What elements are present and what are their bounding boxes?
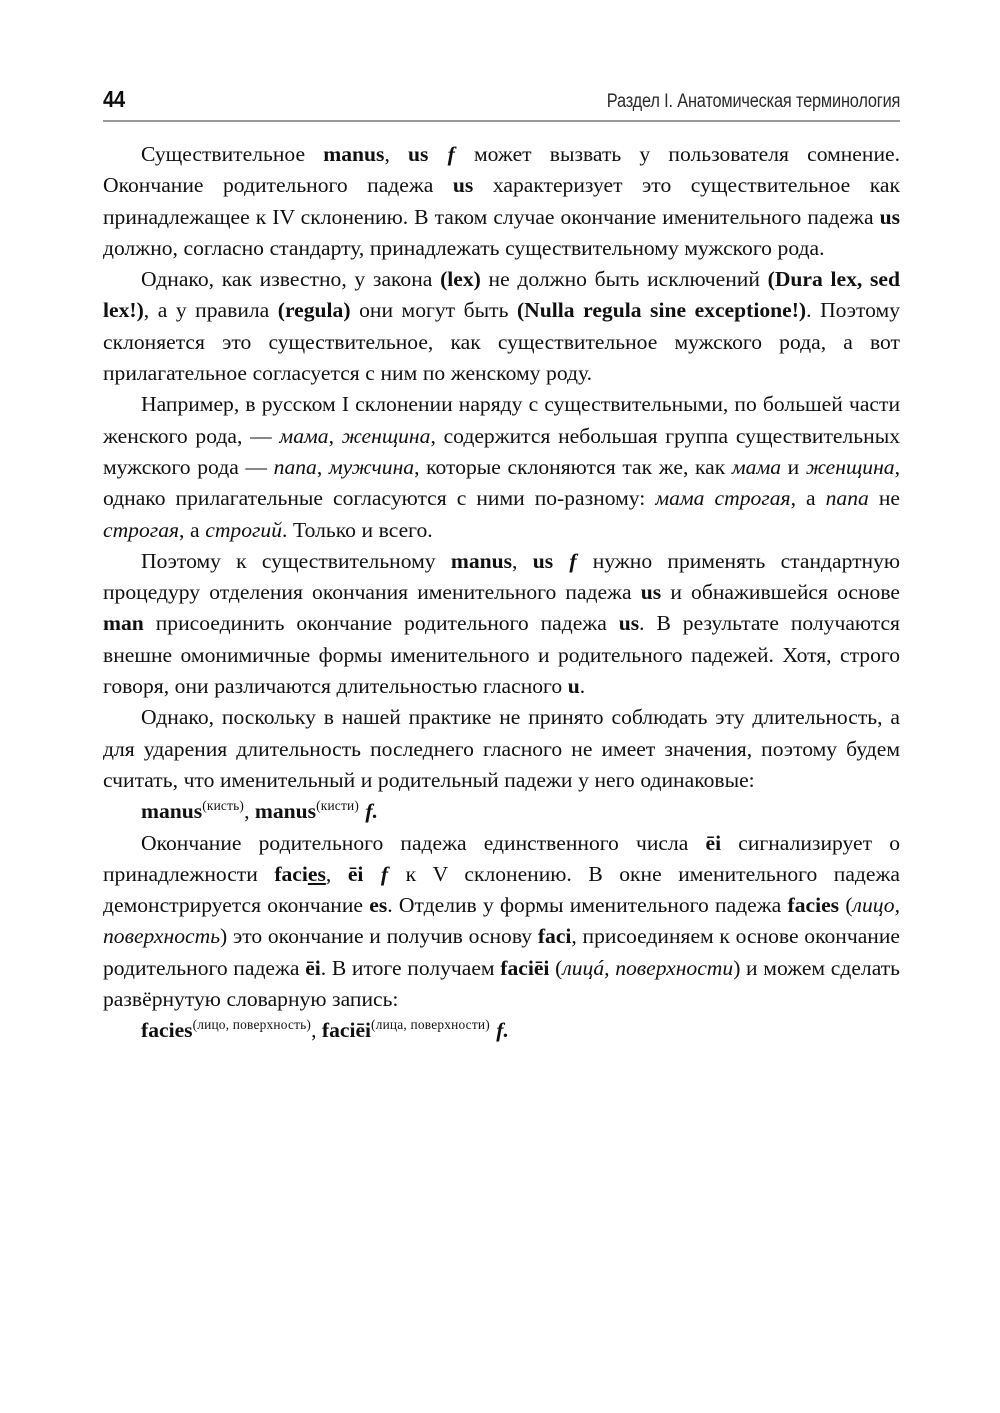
text-run: es <box>369 893 388 918</box>
text-run: мама <box>731 454 782 479</box>
text-run: строгая <box>103 517 180 542</box>
text-run: может вызвать у пользователя сомнение. Окончание родительного падежа <box>103 142 900 198</box>
entry-gender: f. <box>490 1018 509 1043</box>
text-run: женщина <box>805 454 895 479</box>
text-run: ēi <box>347 861 364 886</box>
text-run: . Поэтому склоняется это существительное, как существительное мужского рода, а вот прилагательное согласуется с ним по женскому роду. <box>103 298 900 386</box>
text-run: (Dura lex, sed lex!) <box>103 267 900 323</box>
text-run: женщина <box>341 423 431 448</box>
text-run: . <box>579 674 586 699</box>
text-run: manus <box>450 548 513 573</box>
text-run: , присоединяем к основе окончание родительного падежа <box>103 924 900 980</box>
entry-lemma: facies <box>141 1018 193 1043</box>
text-run: не <box>868 486 900 511</box>
text-run: f <box>429 142 455 166</box>
entry-separator: , <box>244 799 255 824</box>
dictionary-entry <box>103 1015 900 1046</box>
text-run: папа <box>273 454 317 479</box>
text-run: , <box>325 861 348 886</box>
text-run: , содержится небольшая группа существительных мужского рода — <box>103 423 900 479</box>
text-run: сигнализирует о принадлежности <box>103 830 900 886</box>
text-run: , которые склоняются так же, как <box>414 454 732 479</box>
running-title: Раздел I. Анатомическая терминология <box>606 91 900 112</box>
text-run: , а <box>179 517 206 542</box>
text-run: , однако прилагательные согласуются с ними по-разному: <box>103 454 900 511</box>
text-run: , <box>512 548 533 573</box>
text-run: Существительное <box>141 142 324 166</box>
text-run: лицá, поверхности <box>562 955 734 980</box>
paragraph <box>103 139 900 264</box>
text-run: не должно быть исключений <box>480 267 768 292</box>
entry-gloss: (кисти) <box>316 798 359 814</box>
text-run: характеризует это существительное как принадлежащее к IV склонению. В таком случае окончание именительного падежа <box>103 173 901 229</box>
text-run: нужно применять стандартную процедуру отделения окончания именительного падежа <box>103 548 900 605</box>
paragraph <box>103 389 900 545</box>
text-run: (Nulla regula sine exceptione!) <box>516 298 807 323</box>
paragraph <box>103 828 900 1016</box>
text-run: faci <box>537 924 572 949</box>
text-run: , <box>384 142 409 166</box>
text-run: . Отделив у формы именительного падежа <box>387 893 788 918</box>
text-run: f <box>364 861 389 886</box>
text-run: u <box>567 674 580 699</box>
text-run: us <box>879 204 900 229</box>
running-head <box>103 88 900 111</box>
text-run: и <box>781 454 806 479</box>
text-run: ēi <box>705 830 722 855</box>
text-run: man <box>103 611 144 636</box>
text-run: , а <box>790 486 826 511</box>
entry-separator: , <box>311 1018 322 1043</box>
text-run: , а у правила <box>143 298 278 323</box>
text-run: . В итоге получаем <box>320 955 501 980</box>
text-run: us <box>640 580 662 605</box>
text-run: es <box>307 861 326 886</box>
entry-gloss: (кисть) <box>202 798 245 814</box>
text-run: мама строгая <box>655 486 791 511</box>
text-run: . Только и всего. <box>282 517 433 542</box>
text-run: us <box>618 611 640 636</box>
text-run: Окончание родительного падежа единственного числа <box>141 830 706 855</box>
text-run: , <box>328 423 342 448</box>
text-run: (lex) <box>440 267 481 292</box>
text-run: (regula) <box>277 298 351 323</box>
paragraph <box>103 546 900 702</box>
body-text-block <box>103 139 900 1047</box>
text-run: мама <box>279 423 329 448</box>
paragraph <box>103 264 900 389</box>
text-run: ēi <box>305 955 321 980</box>
text-run: Поэтому к существительному <box>141 548 451 573</box>
text-run: ( <box>549 955 563 980</box>
text-run: и обнажившейся основе <box>661 580 900 605</box>
entry-lemma: manus <box>254 799 317 824</box>
entry-gloss: (лица, поверхности) <box>371 1017 490 1033</box>
text-run: faciēi <box>500 955 550 980</box>
text-run: facies <box>787 893 840 918</box>
page-number: 44 <box>103 86 125 112</box>
text-run: . В результате получаются внешне омонимичные формы именительного и родительного падежей. Хотя, строго говоря, они различаются длительностью гласного <box>103 611 900 699</box>
text-run: faci <box>274 861 308 886</box>
text-run: они могут быть <box>350 298 517 323</box>
text-run: f <box>554 548 577 573</box>
text-run: us <box>408 142 429 166</box>
text-run: папа <box>825 486 869 511</box>
paragraph <box>103 702 900 796</box>
entry-gloss: (лицо, поверхность) <box>192 1017 312 1033</box>
entry-lemma: manus <box>141 799 203 824</box>
text-run: Однако, поскольку в нашей практике не принято соблюдать эту длительность, а для ударения длительность последнего гласного не имеет значения, поэтому будем считать, что именительный и родительный падежи у него одинаковые: <box>103 705 900 792</box>
text-run: мужчина <box>328 454 415 479</box>
text-run: us <box>452 173 474 198</box>
text-run: должно, согласно стандарту, принадлежать существительному мужского рода. <box>103 235 825 260</box>
header-rule <box>103 120 900 122</box>
text-run: us <box>532 548 554 573</box>
text-run: , <box>316 454 329 479</box>
text-run: присоединить окончание родительного падежа <box>143 611 619 636</box>
text-run: manus <box>323 142 385 166</box>
text-run: ) это окончание и получив основу <box>220 924 538 949</box>
dictionary-entry <box>103 796 900 827</box>
entry-gender: f. <box>360 799 378 824</box>
text-run: к V склонению. В окне именительного падежа демонстрируется окончание <box>103 861 900 918</box>
text-run: ( <box>839 893 853 918</box>
text-run: строгий <box>205 517 283 542</box>
text-run: ) и можем сделать развёрнутую словарную запись: <box>103 955 901 1012</box>
text-run: Например, в русском I склонении наряду с существительными, по большей части женского рода, — <box>103 392 900 448</box>
text-run: лицо, поверхность <box>103 893 900 949</box>
entry-lemma: faciēi <box>321 1018 372 1043</box>
text-run: Однако, как известно, у закона <box>141 267 441 292</box>
